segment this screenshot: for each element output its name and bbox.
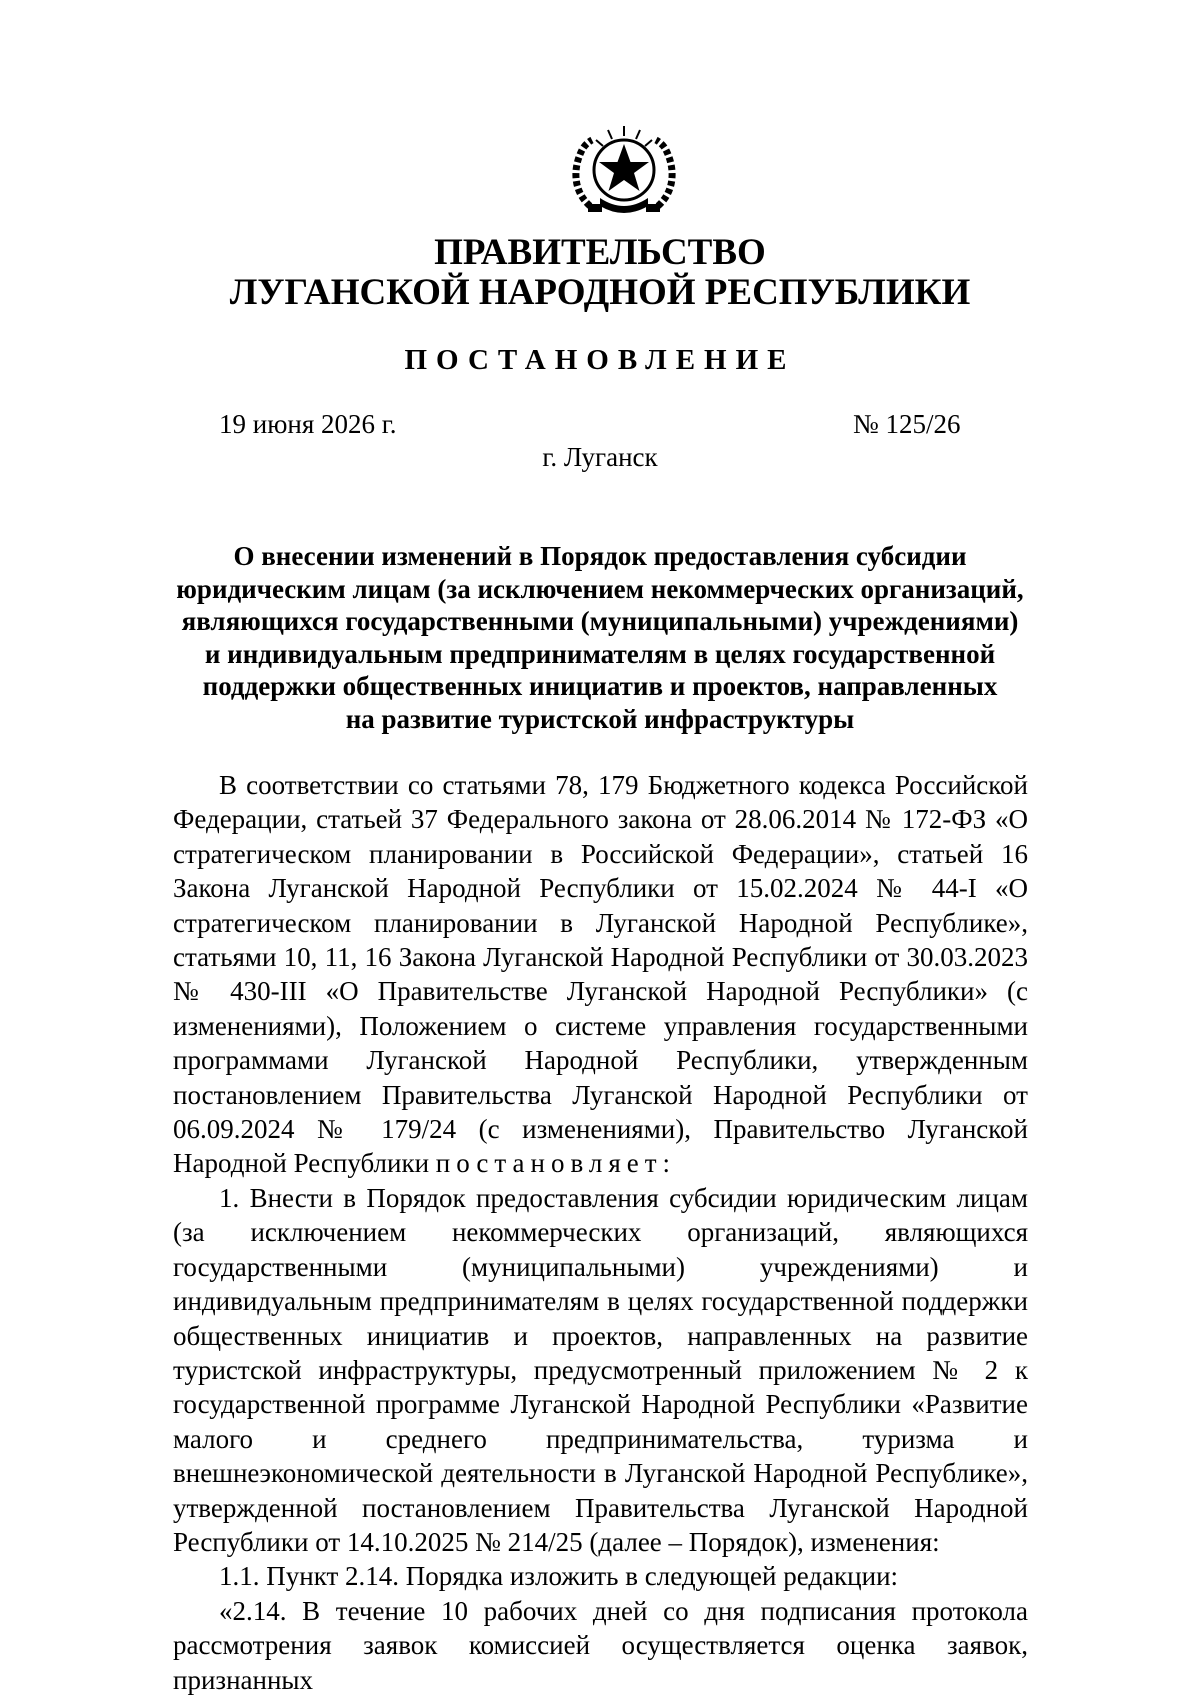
heading-line: юридическим лицам (за исключением некоммерческих организаций, [176, 573, 1024, 604]
document-body [173, 768, 1028, 1697]
preamble-text: В соответствии со статьями 78, 179 Бюджетного кодекса Российской Федерации, статьей 37 Федерального закона от 28.06.2014 № 172-ФЗ «О стратегическом планировании в Российской Федерации», статьей 16 Закона Луганской Народной Республики от 15.02.2024 № 44-I «О стратегическом планировании в Луганской Народной Республике», статьями 10, 11, 16 Закона Луганской Народной Республики от 30.03.2023 № 430-III «О Правительстве Луганской Народной Республики» (с изменениями), Положением о системе управления государственными программами Луганской Народной Республики, утвержденным постановлением Правительства Луганской Народной Республики от 06.09.2024 № 179/24 (с изменениями), Правительство Луганской Народной Республики [173, 770, 1028, 1179]
resolves-word: постановляет: [435, 1148, 677, 1179]
heading-line: поддержки общественных инициатив и проектов, направленных [202, 671, 998, 701]
heading-line: на развитие туристской инфраструктуры [345, 703, 855, 734]
preamble-paragraph [173, 768, 1028, 1181]
clause-2-14-paragraph: «2.14. В течение 10 рабочих дней со дня подписания протокола рассмотрения заявок комиссией осуществляется оценка заявок, признанных [173, 1595, 1028, 1695]
government-title-line-2: ЛУГАНСКОЙ НАРОДНОЙ РЕСПУБЛИКИ [229, 272, 971, 313]
heading-line: О внесении изменений в Порядок предоставления субсидии [233, 541, 967, 571]
government-title-line-1: ПРАВИТЕЛЬСТВО [434, 232, 766, 273]
clause-1-1-paragraph: 1.1. Пункт 2.14. Порядка изложить в следующей редакции: [219, 1561, 899, 1592]
document-date: 19 июня 2026 г. [219, 409, 397, 439]
document-number: № 125/26 [853, 409, 961, 439]
clause-1-paragraph: 1. Внести в Порядок предоставления субсидии юридическим лицам (за исключением некоммерческих организаций, являющихся государственными (муниципальными) учреждениями) и индивидуальным предпринимателям в целях государственной поддержки общественных инициатив и проектов, направленных на развитие туристской инфраструктуры, предусмотренный приложением № 2 к государственной программе Луганской Народной Республики «Развитие малого и среднего предпринимательства, туризма и внешнеэкономической деятельности в Луганской Народной Республике», утвержденной постановлением Правительства Луганской Народной Республики от 14.10.2025 № 214/25 (далее – Порядок), изменения: [173, 1182, 1028, 1557]
republic-emblem-icon [568, 120, 680, 220]
document-city: г. Луганск [542, 442, 658, 472]
heading-line: и индивидуальным предпринимателям в целях государственной [204, 638, 996, 669]
heading-line: являющихся государственными (муниципальными) учреждениями) [181, 606, 1019, 636]
document-type: ПОСТАНОВЛЕНИЕ [404, 344, 796, 376]
document-heading [150, 540, 1050, 735]
